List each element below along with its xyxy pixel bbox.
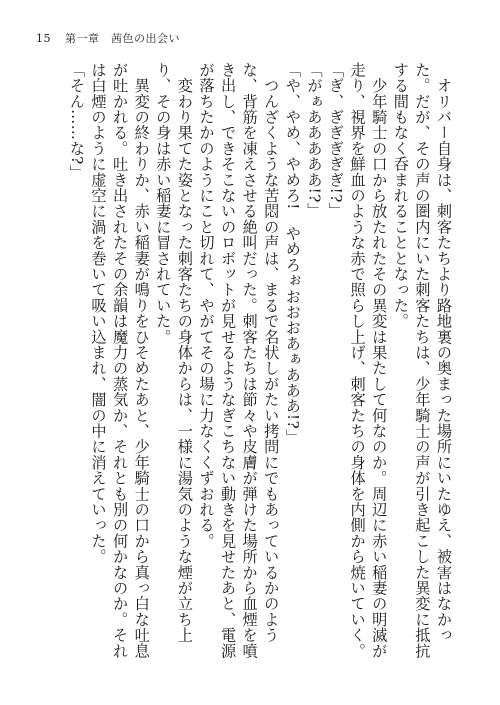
paragraph: 変わり果てた姿となった刺客たちの身体からは、一様に湯気のような煙が立ち上り、その身は赤い稲妻に冒されていた。 xyxy=(154,62,194,643)
dialogue-line: 「ぎ、ぎぎぎぎぎ!?」 xyxy=(327,62,346,219)
vertical-body-text xyxy=(44,62,454,672)
paragraph: 異変の終わりか、赤い稲妻が鳴りをひそめたあと、少年騎士の口から真っ白な吐息が吐かれる。吐き出されたその余韻は魔力の蒸気か、それとも別の何かなのか。それは白煙のように虚空に渦を巻いて吸い込まれ、闇の中に消えていった。 xyxy=(89,62,151,659)
paragraph: 少年騎士の口から放たれたその異変は果たして何なのか。周辺に赤い稲妻の明滅が走り、視界を鮮血のような赤で照らし上げ、刺客たちの身体を内側から焼いていく。 xyxy=(348,62,389,659)
dialogue-line: 「そん……な?」 xyxy=(67,62,86,181)
dialogue-line: 「や、やめ、やめろ! やめろぉおおおあぁあああ!?」 xyxy=(283,62,302,445)
running-header xyxy=(36,30,180,46)
paragraph: つんざくような苦悶の声は、まるで名状しがたい拷問にでもあっているかのような、背筋を凍えさせる絶叫だった。刺客たちは節々や皮膚が弾けた場所から血煙を噴き出し、できそこないのロボットが見せるようなぎこちない動きを見せたあと、電源が落ちたかのようにこと切れて、やがてその場に力なくくずおれる。 xyxy=(197,62,281,659)
page-number: 15 xyxy=(36,32,51,45)
paragraph: オリバー自身は、刺客たちより路地裏の奥まった場所にいたゆえ、被害はなかった。だが、その声の圏内にいた刺客たちは、少年騎士の声が引き起こした異変に抵抗する間もなく呑まれることとなった。 xyxy=(391,62,453,659)
dialogue-line: 「がぁあああああ!?」 xyxy=(305,62,324,219)
chapter-title: 第一章 茜色の出会い xyxy=(65,32,180,45)
